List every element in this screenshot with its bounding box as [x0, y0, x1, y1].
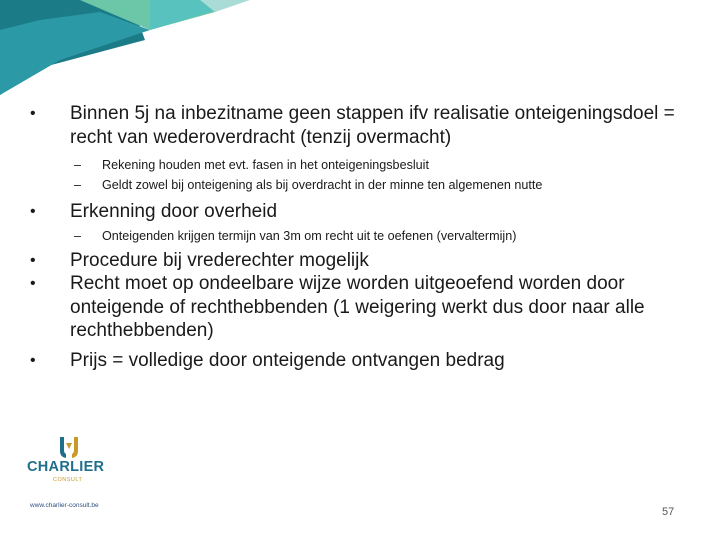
brand-subtitle: CONSULT	[53, 477, 83, 483]
bullet-glyph: •	[30, 251, 36, 269]
bullet-4	[30, 272, 690, 343]
sub-bullet-2-1-text: Onteigenden krijgen termijn van 3m om recht uit te oefenen (vervaltermijn)	[102, 228, 517, 243]
sub-bullet-1-1-text: Rekening houden met evt. fasen in het onteigeningsbesluit	[102, 158, 429, 172]
logo-mark-center	[66, 443, 72, 449]
sub-bullet-1-2-text: Geldt zowel bij onteigening als bij overdracht in der minne ten algemenen nutte	[102, 178, 543, 192]
logo-mark-left	[60, 437, 66, 458]
bullet-3-text: Procedure bij vrederechter mogelijk	[70, 249, 369, 271]
bullet-2	[30, 200, 690, 224]
sub-bullet-1-2	[30, 175, 690, 195]
bullet-3	[30, 249, 690, 273]
bullet-4-text: Recht moet op ondeelbare wijze worden uitgeoefend worden door onteigende of rechthebbenden (1 weigering werkt dus door naar alle rechthebbenden)	[70, 273, 645, 341]
bullet-1-text: Binnen 5j na inbezitname geen stappen ifv realisatie onteigeningsdoel = recht van wederoverdracht (tenzij overmacht)	[70, 103, 675, 148]
sub-bullet-2-1	[30, 226, 690, 246]
bullet-glyph: •	[30, 203, 36, 220]
header-decoration	[0, 0, 720, 100]
bullet-1	[30, 102, 690, 149]
dash-glyph: –	[74, 158, 82, 172]
page-number: 57	[662, 506, 675, 518]
bullet-glyph: •	[30, 275, 36, 292]
dash-glyph: –	[74, 178, 82, 192]
bullet-glyph: •	[30, 351, 36, 369]
bullet-5-text: Prijs = volledige door onteigende ontvangen bedrag	[70, 349, 505, 371]
sub-bullet-1-1	[30, 155, 690, 175]
brand-name: CHARLIER	[27, 459, 105, 475]
bullet-glyph: •	[30, 105, 36, 122]
header-shape-teal-mid	[0, 12, 150, 95]
dash-glyph: –	[74, 228, 82, 243]
bullet-2-text: Erkenning door overheid	[70, 201, 278, 222]
logo-mark-right	[72, 437, 78, 458]
website-link[interactable]: www.charlier-consult.be	[30, 502, 99, 509]
slide-body	[30, 102, 690, 372]
bullet-5	[30, 349, 690, 373]
